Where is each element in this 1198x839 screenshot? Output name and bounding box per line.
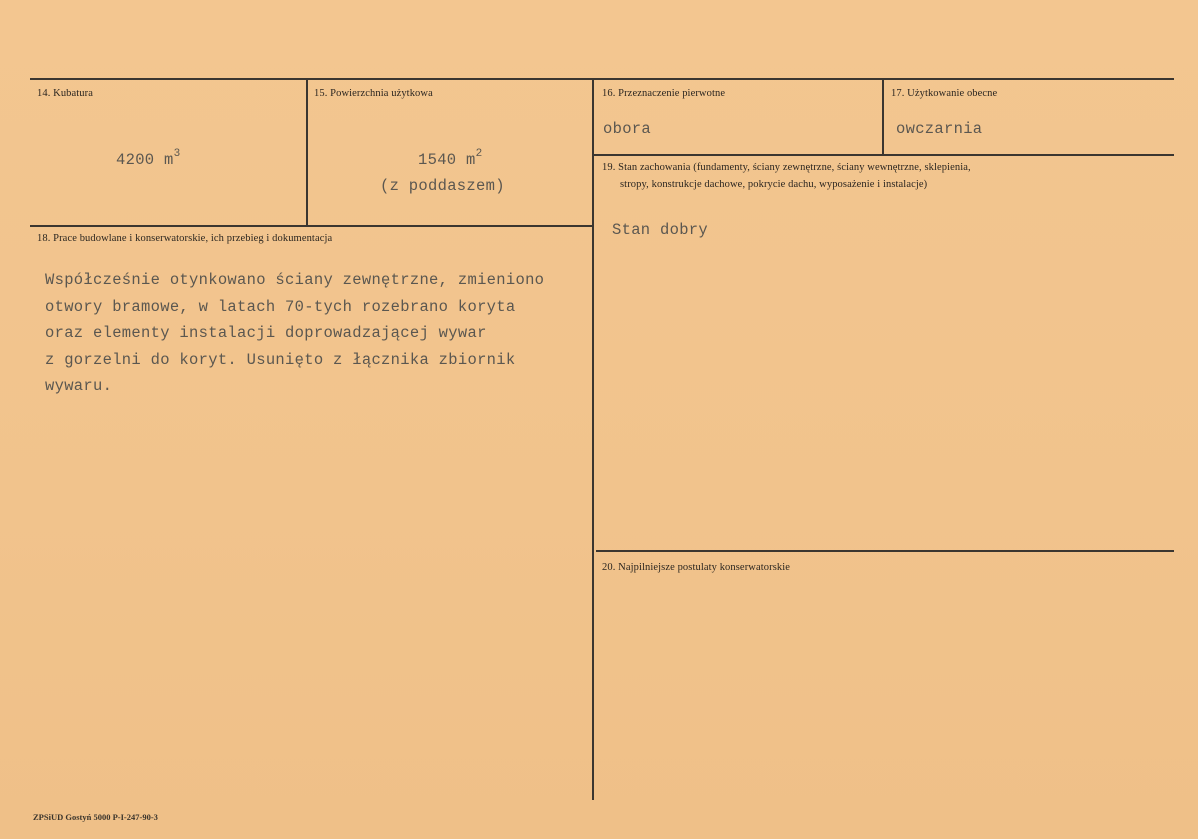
field-15-value-exponent: 2 <box>475 148 483 160</box>
field-18-line: oraz elementy instalacji doprowadzającej wywar <box>45 324 487 342</box>
column-divider-14-15 <box>306 78 308 226</box>
field-15-note: (z poddaszem) <box>380 177 505 195</box>
field-18-line: Współcześnie otynkowano ściany zewnętrzne, zmieniono <box>45 271 545 289</box>
field-20-label: 20. Najpilniejsze postulaty konserwatorskie <box>602 562 791 573</box>
field-14-value-exponent: 3 <box>173 148 181 160</box>
column-divider-16-17 <box>882 78 884 155</box>
field-14-value <box>116 150 181 169</box>
field-17-value: owczarnia <box>896 120 983 138</box>
field-16-label: 16. Przeznaczenie pierwotne <box>602 88 726 99</box>
row-divider-left <box>30 225 593 227</box>
field-17-label: 17. Użytkowanie obecne <box>891 88 998 99</box>
field-18-text <box>45 267 544 400</box>
field-14-label: 14. Kubatura <box>37 88 94 99</box>
column-divider-main <box>592 78 594 800</box>
field-16-value: obora <box>603 120 652 138</box>
field-19-value: Stan dobry <box>612 221 709 239</box>
field-18-line: z gorzelni do koryt. Usunięto z łącznika zbiornik <box>45 350 516 369</box>
print-footer: ZPSiUD Gostyń 5000 P-I-247-90-3 <box>33 812 158 822</box>
field-19-label-line2: stropy, konstrukcje dachowe, pokrycie dachu, wyposażenie i instalacje) <box>620 179 928 190</box>
row-divider-right-bottom <box>596 550 1174 552</box>
field-15-value <box>418 150 483 169</box>
top-rule <box>30 78 1174 80</box>
field-18-line: wywaru. <box>45 377 113 395</box>
field-14-value-text: 4200 m <box>116 151 174 170</box>
field-19-label-line1: 19. Stan zachowania (fundamenty, ściany zewnętrzne, ściany wewnętrzne, sklepienia, <box>602 162 971 173</box>
field-18-label: 18. Prace budowlane i konserwatorskie, ich przebieg i dokumentacja <box>37 233 333 244</box>
field-15-label: 15. Powierzchnia użytkowa <box>314 88 433 99</box>
field-18-line: otwory bramowe, w latach 70-tych rozebrano koryta <box>45 297 516 316</box>
field-15-value-text: 1540 m <box>418 151 476 170</box>
